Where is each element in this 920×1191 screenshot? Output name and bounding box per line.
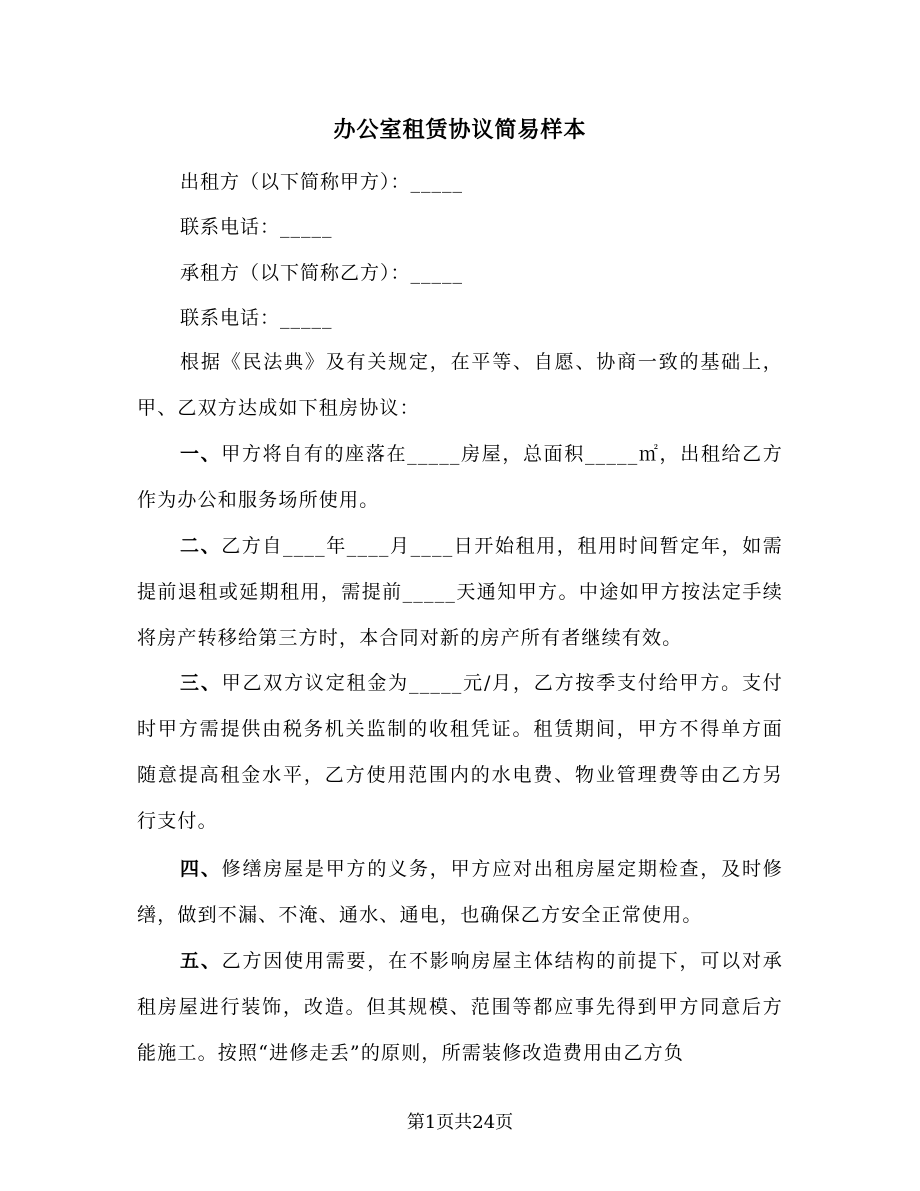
page-footer: 第1页共24页 [406, 1112, 514, 1133]
clause-5-text: 乙方因使用需要，在不影响房屋主体结构的前提下，可以对承租房屋进行装饰，改造。但其规模、范围等都应事先得到甲方同意后方能施工。按照“进修走丢”的原则，所需装修改造费用由乙方负 [137, 950, 784, 1064]
clause-2-number: 二、 [180, 535, 222, 557]
clause-5-number: 五、 [180, 950, 222, 972]
clause-2-text: 乙方自____年____月____日开始租用，租用时间暂定年，如需提前退租或延期租用，需提前_____天通知甲方。中途如甲方按法定手续将房产转移给第三方时，本合同对新的房产所有者继续有效。 [137, 535, 783, 649]
clause-4-number: 四、 [180, 858, 222, 880]
lessee-phone-field: 联系电话：_____ [180, 307, 333, 329]
lessee-field: 承租方（以下简称乙方）：_____ [180, 262, 464, 284]
clause-4 [137, 846, 783, 938]
clause-3 [137, 660, 783, 844]
clause-4-text: 修缮房屋是甲方的义务，甲方应对出租房屋定期检查，及时修缮，做到不漏、不淹、通水、通电，也确保乙方安全正常使用。 [137, 858, 784, 926]
clause-2 [137, 523, 783, 661]
clause-1-text: 甲方将自有的座落在_____房屋，总面积_____㎡，出租给乙方作为办公和服务场所使用。 [137, 443, 783, 511]
clause-3-number: 三、 [180, 672, 222, 694]
document-title: 办公室租赁协议简易样本 [333, 117, 587, 143]
clause-3-text: 甲乙双方议定租金为_____元/月，乙方按季支付给甲方。支付时甲方需提供由税务机关监制的收租凭证。租赁期间，甲方不得单方面随意提高租金水平，乙方使用范围内的水电费、物业管理费等由乙方另行支付。 [137, 672, 783, 832]
intro-paragraph: 根据《民法典》及有关规定，在平等、自愿、协商一致的基础上，甲、乙双方达成如下租房协议： [137, 351, 783, 419]
lessor-field: 出租方（以下简称甲方）：_____ [180, 171, 464, 193]
clause-5 [137, 938, 783, 1076]
clause-1 [137, 431, 783, 523]
clause-1-number: 一、 [180, 443, 222, 465]
lessor-phone-field: 联系电话：_____ [180, 216, 333, 238]
